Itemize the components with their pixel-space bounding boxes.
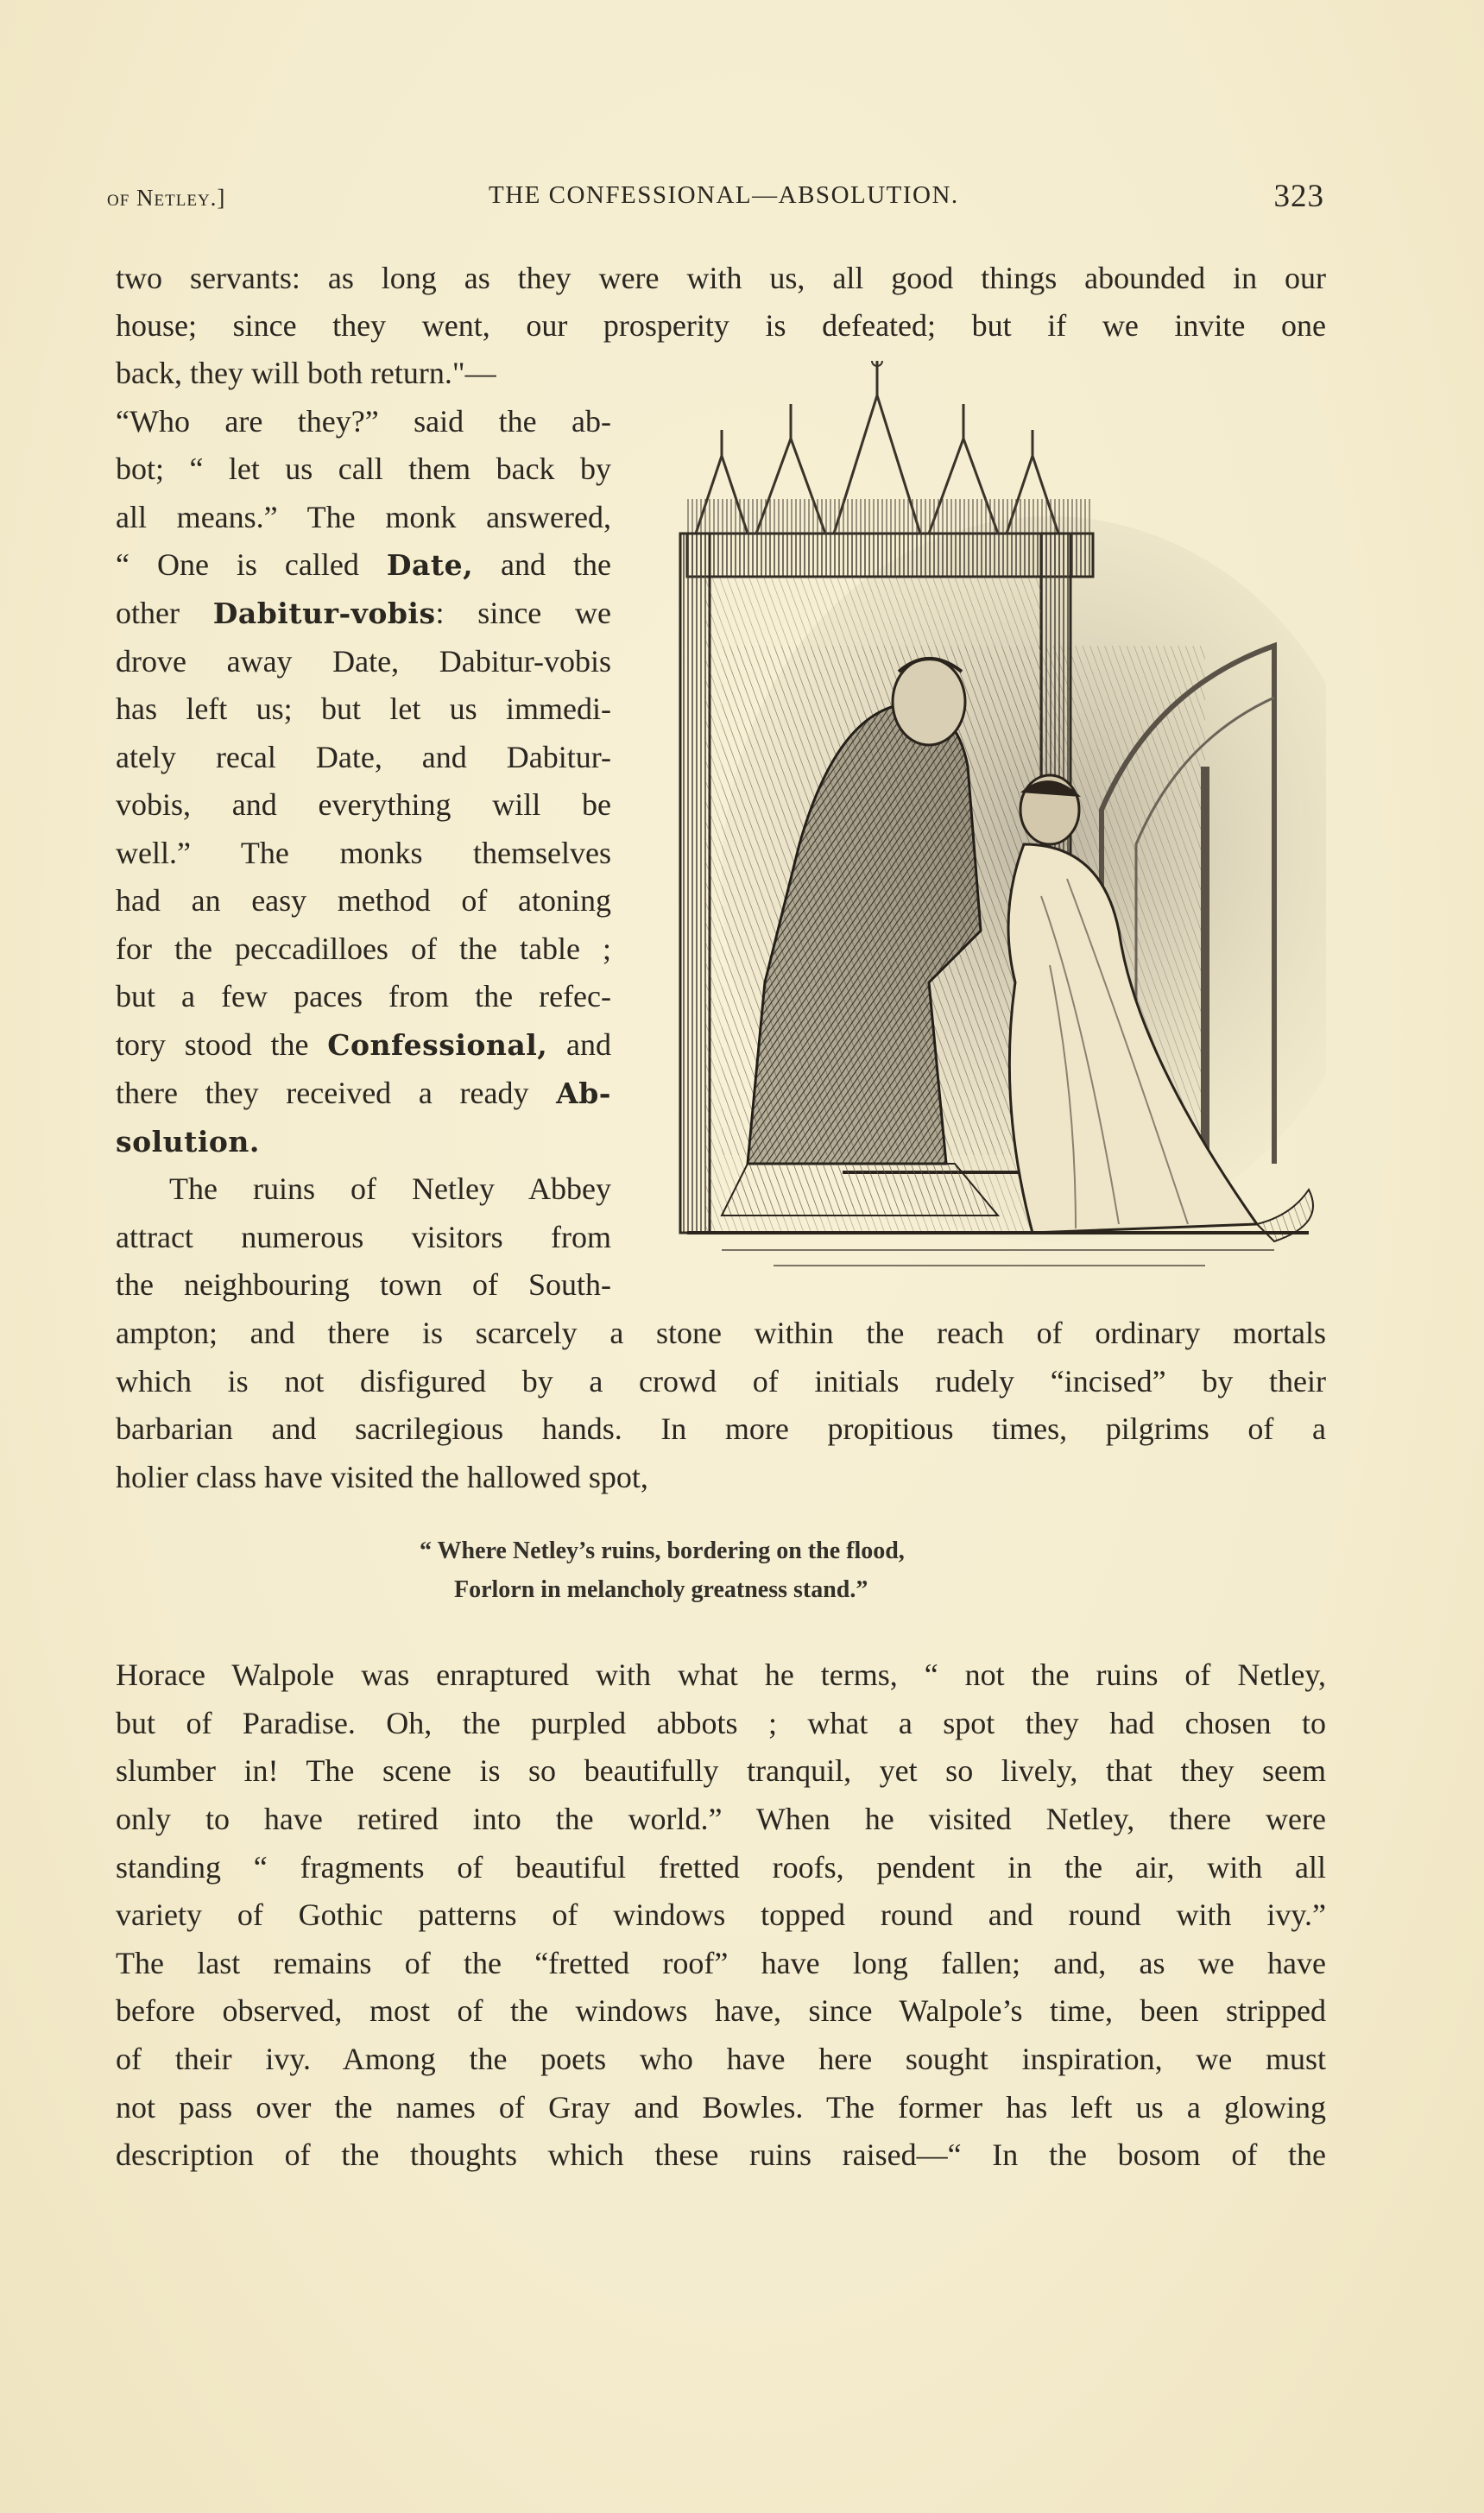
text-line: standing “ fragments of beautiful fretted roofs, pendent in the air, with all (116, 1850, 1326, 1885)
text-line: of their ivy. Among the poets who have here sought inspiration, we must (116, 2042, 1326, 2076)
text-line: ampton; and there is scarcely a stone within the reach of ordinary mortals (116, 1316, 1326, 1350)
text-line (116, 1076, 611, 1111)
text-line: variety of Gothic patterns of windows topped round and round with ivy.” (116, 1897, 1326, 1932)
text-line: The ruins of Netley Abbey (169, 1171, 611, 1206)
text-line: all means.” The monk answered, (116, 500, 611, 534)
text-line: vobis, and everything will be (116, 787, 611, 822)
text-line: before observed, most of the windows have, since Walpole’s time, been stripped (116, 1993, 1326, 2028)
text-fragment: tory stood the (116, 1027, 328, 1062)
text-line: drove away Date, Dabitur-vobis (116, 644, 611, 679)
text-fragment: other (116, 596, 213, 630)
text-line: which is not disfigured by a crowd of initials rudely “incised” by their (116, 1364, 1326, 1399)
text-line: has left us; but let us immedi- (116, 691, 611, 726)
text-line: had an easy method of atoning (116, 883, 611, 918)
text-line (116, 1124, 611, 1159)
text-line: attract numerous visitors from (116, 1220, 611, 1254)
text-fragment: and the (473, 547, 612, 582)
text-line: well.” The monks themselves (116, 836, 611, 870)
blackletter-absolution-end: solution. (116, 1125, 260, 1159)
text-fragment: : since we (435, 596, 612, 630)
blackletter-confessional: Confessional, (327, 1028, 548, 1062)
text-line: but of Paradise. Oh, the purpled abbots ; what a spot they had chosen to (116, 1706, 1326, 1740)
text-line (116, 596, 611, 631)
gothic-canopy (687, 361, 1093, 577)
text-line: barbarian and sacrilegious hands. In more propitious times, pilgrims of a (116, 1411, 1326, 1446)
text-line: the neighbouring town of South- (116, 1267, 611, 1302)
blackletter-date: Date, (386, 548, 474, 582)
text-fragment: and (547, 1027, 611, 1062)
text-line: house; since they went, our prosperity is defeated; but if we invite one (116, 308, 1326, 343)
text-fragment: there they received a ready (116, 1076, 557, 1110)
text-line: not pass over the names of Gray and Bowles. The former has left us a glowing (116, 2090, 1326, 2125)
blackletter-dabitur-vobis: Dabitur-vobis (212, 597, 436, 630)
header-title: THE CONFESSIONAL—ABSOLUTION. (489, 181, 959, 209)
text-line: ately recal Date, and Dabitur- (116, 740, 611, 774)
text-line (116, 547, 611, 583)
verse-line: “ Where Netley’s ruins, bordering on the flood, (420, 1537, 905, 1564)
blackletter-absolution: Ab- (556, 1077, 611, 1110)
header-section: of Netley.] (107, 185, 226, 211)
text-fragment: “ One is called (116, 547, 387, 582)
text-line: for the peccadilloes of the table ; (116, 931, 611, 966)
running-header (107, 178, 1324, 221)
text-line: but a few paces from the refec- (116, 979, 611, 1013)
text-line (116, 1027, 611, 1063)
monk-head (893, 659, 965, 745)
text-line: only to have retired into the world.” When he visited Netley, there were (116, 1802, 1326, 1836)
text-line: bot; “ let us call them back by (116, 451, 611, 486)
text-line: The last remains of the “fretted roof” have long fallen; and, as we have (116, 1946, 1326, 1980)
confessional-engraving (670, 361, 1326, 1276)
verse-line: Forlorn in melancholy greatness stand.” (454, 1576, 868, 1603)
text-line: holier class have visited the hallowed spot, (116, 1460, 648, 1494)
text-line: two servants: as long as they were with us, all good things abounded in our (116, 261, 1326, 295)
text-line: back, they will both return."— (116, 356, 496, 390)
text-line: Horace Walpole was enraptured with what he terms, “ not the ruins of Netley, (116, 1657, 1326, 1692)
text-line: “Who are they?” said the ab- (116, 404, 611, 439)
text-line: description of the thoughts which these ruins raised—“ In the bosom of the (116, 2137, 1326, 2172)
page-number: 323 (1273, 179, 1324, 214)
text-line: slumber in! The scene is so beautifully tranquil, yet so lively, that they seem (116, 1753, 1326, 1788)
